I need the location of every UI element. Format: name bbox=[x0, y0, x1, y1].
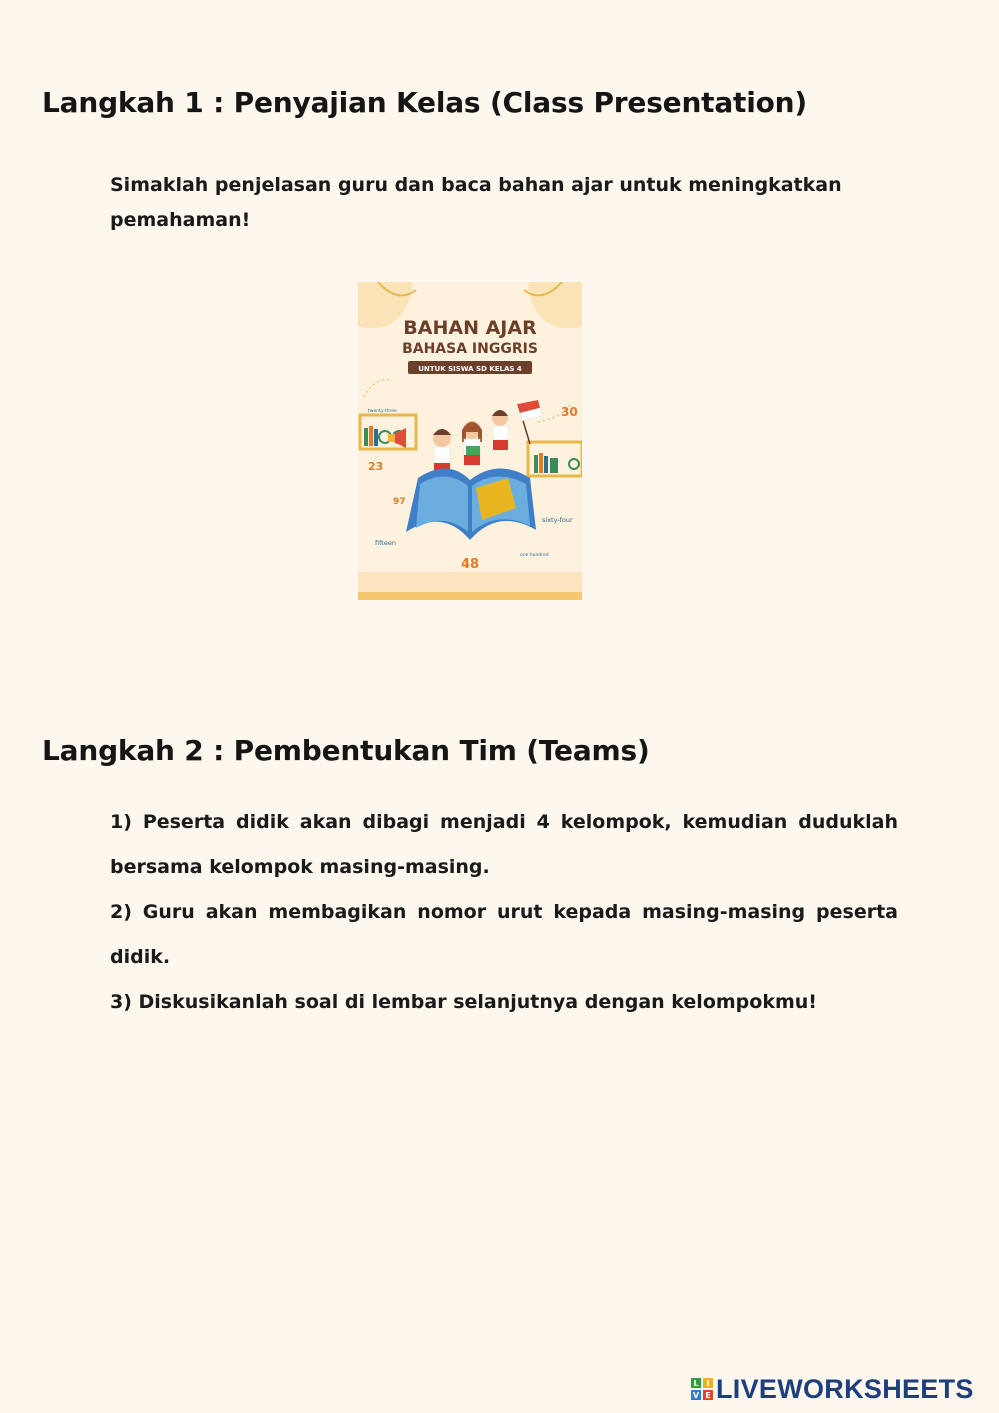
liveworksheets-logo bbox=[691, 1374, 974, 1404]
liveworksheets-logo-icon bbox=[691, 1378, 713, 1400]
step-2: 2) Guru akan membagikan nomor urut kepada masing-masing peserta didik. bbox=[110, 901, 898, 968]
section2-heading: Langkah 2 : Pembentukan Tim (Teams) bbox=[42, 734, 650, 767]
step-1: 1) Peserta didik akan dibagi menjadi 4 kelompok, kemudian duduklah bersama kelompok masing-masing. bbox=[110, 811, 898, 878]
section1-heading: Langkah 1 : Penyajian Kelas (Class Presentation) bbox=[42, 86, 808, 119]
liveworksheets-logo-text: LIVEWORKSHEETS bbox=[716, 1374, 974, 1404]
cover-title-line1: BAHAN AJAR bbox=[403, 317, 537, 339]
cover-title-line2: BAHASA INGGRIS bbox=[402, 341, 538, 357]
cover-word-one-hundred: one hundred bbox=[520, 553, 549, 558]
cover-number-48: 48 bbox=[461, 557, 480, 572]
cover-number-23: 23 bbox=[368, 460, 384, 473]
cover-number-30: 30 bbox=[561, 405, 578, 419]
step-3: 3) Diskusikanlah soal di lembar selanjutnya dengan kelompokmu! bbox=[110, 991, 817, 1013]
logo-letter-l: L bbox=[693, 1379, 699, 1388]
cover-subtitle: UNTUK SISWA SD KELAS 4 bbox=[418, 365, 522, 373]
cover-word-sixty-four: sixty-four bbox=[542, 516, 573, 524]
cover-word-fifteen: fifteen bbox=[375, 539, 396, 547]
logo-letter-i: I bbox=[706, 1379, 710, 1388]
section1-instruction: Simaklah penjelasan guru dan baca bahan ajar untuk meningkatkan pemahaman! bbox=[110, 174, 842, 231]
logo-letter-v: V bbox=[692, 1391, 700, 1400]
textbook-cover-image bbox=[358, 282, 582, 600]
logo-letter-e: E bbox=[705, 1391, 711, 1400]
cover-word-twenty-three: twenty-three bbox=[368, 409, 397, 414]
steps-list bbox=[110, 800, 898, 1025]
cover-number-97: 97 bbox=[393, 497, 406, 507]
